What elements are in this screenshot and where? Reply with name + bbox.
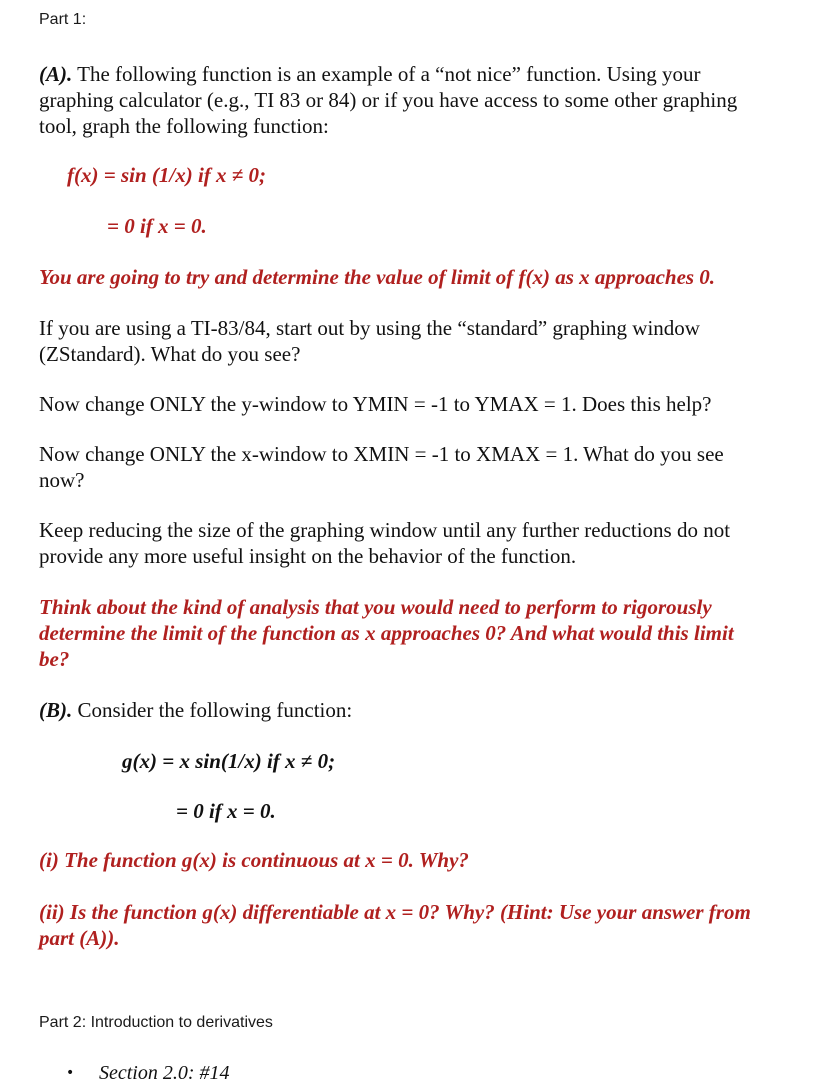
partB-question-2-line-1: (ii) Is the function g(x) differentiable at x = 0? Why? (Hint: Use your answer from <box>39 900 751 924</box>
part1-heading: Part 1: <box>39 11 87 28</box>
xwindow-instruction-line-1: Now change ONLY the x-window to XMIN = -1 to XMAX = 1. What do you see <box>39 442 724 466</box>
reduce-window-line-1: Keep reducing the size of the graphing window until any further reductions do not <box>39 518 731 542</box>
xwindow-instruction-line-2: now? <box>39 468 85 492</box>
standard-window-line-1: If you are using a TI-83/84, start out by using the “standard” graphing window <box>39 316 700 340</box>
think-line-2: determine the limit of the function as x approaches 0? And what would this limit <box>39 621 734 645</box>
part2-item-section: Section 2.0: #14 <box>99 1062 230 1084</box>
partB-label: (B). <box>39 698 73 722</box>
gx-definition-line-2: = 0 if x = 0. <box>176 799 276 823</box>
partA-label: (A). <box>39 62 73 86</box>
gx-definition-line-1: g(x) = x sin(1/x) if x ≠ 0; <box>122 749 336 773</box>
bullet-dot: • <box>66 1065 75 1081</box>
part2-heading: Part 2: Introduction to derivatives <box>39 1014 273 1031</box>
partA-intro-line-3: tool, graph the following function: <box>39 114 329 138</box>
partB-question-2-line-2: part (A)). <box>39 926 120 950</box>
ywindow-instruction: Now change ONLY the y-window to YMIN = -1 to YMAX = 1. Does this help? <box>39 392 712 416</box>
partA-intro-line-2: graphing calculator (e.g., TI 83 or 84) or if you have access to some other graphing <box>39 88 738 112</box>
partB-question-1: (i) The function g(x) is continuous at x = 0. Why? <box>39 848 469 872</box>
fx-definition-line-1: f(x) = sin (1/x) if x ≠ 0; <box>67 163 267 187</box>
reduce-window-line-2: provide any more useful insight on the behavior of the function. <box>39 544 577 568</box>
standard-window-line-2: (ZStandard). What do you see? <box>39 342 301 366</box>
partA-intro-line-1: (A). The following function is an example of a “not nice” function. Using your <box>39 62 701 86</box>
think-line-1: Think about the kind of analysis that you would need to perform to rigorously <box>39 595 712 619</box>
partB-intro: (B). Consider the following function: <box>39 698 353 722</box>
partA-goal: You are going to try and determine the value of limit of f(x) as x approaches 0. <box>39 265 716 289</box>
fx-definition-line-2: = 0 if x = 0. <box>107 214 207 238</box>
think-line-3: be? <box>39 647 70 671</box>
